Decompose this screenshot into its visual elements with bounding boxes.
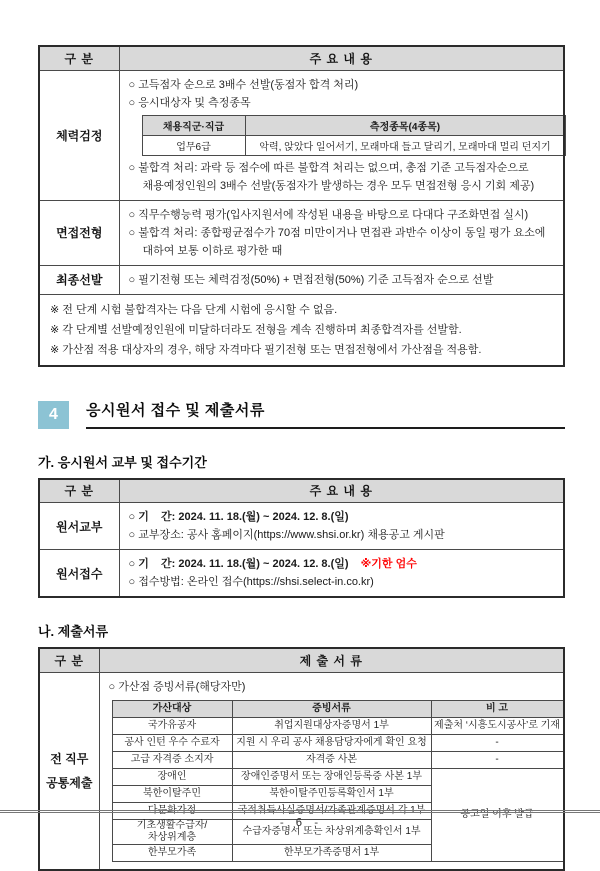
bonus-target: 장애인 bbox=[112, 768, 232, 785]
table-header-row bbox=[39, 648, 564, 672]
fitness-line-3: ○ 불합격 처리: 과락 등 점수에 따른 불합격 처리는 없으며, 총점 기준 고득점자순으로 채용예정인원의 3배수 선발(동점자가 발생하는 경우 모두 면접전형 응시 기회 제공) bbox=[128, 161, 535, 192]
fitness-events-header-row bbox=[142, 115, 565, 135]
submission-documents-table bbox=[38, 647, 565, 871]
table-row-form-issue bbox=[39, 503, 564, 550]
bonus-row-license bbox=[112, 751, 563, 768]
common-submission-label-line1: 전 직무 bbox=[50, 751, 89, 766]
row-label-final-selection: 최종선발 bbox=[39, 265, 119, 294]
bonus-table-header-row bbox=[112, 700, 563, 717]
column-header-documents: 제 출 서 류 bbox=[99, 648, 564, 672]
section-number-badge: 4 bbox=[38, 401, 69, 429]
bonus-row-disabled bbox=[112, 768, 563, 785]
bonus-document: 자격증 사본 bbox=[232, 751, 431, 768]
column-header-category: 구 분 bbox=[39, 46, 119, 70]
section-title: 응시원서 접수 및 제출서류 bbox=[86, 401, 265, 419]
common-submission-content bbox=[99, 672, 564, 870]
interview-line-2: ○ 불합격 처리: 종합평균점수가 70점 미만이거나 면접관 과반수 이상이 동일 평가 요소에 대하여 보통 이하로 평가한 때 bbox=[128, 226, 549, 257]
fitness-line-2: ○ 응시대상자 및 측정종목 bbox=[128, 96, 251, 109]
row-label-form-receipt: 원서접수 bbox=[39, 550, 119, 598]
table-row-common-submission bbox=[39, 672, 564, 870]
table-row-form-receipt bbox=[39, 550, 564, 598]
table-header-row bbox=[39, 479, 564, 503]
form-receipt-method: ○ 접수방법: 온라인 접수(https://shsi.select-in.co.kr) bbox=[128, 576, 374, 588]
interview-line-1: ○ 직무수행능력 평가(입사지원서에 작성된 내용을 바탕으로 다대다 구조화면접 실시) bbox=[128, 208, 529, 221]
bonus-target: 한부모가족 bbox=[112, 844, 232, 861]
row-label-form-issue: 원서교부 bbox=[39, 503, 119, 550]
bonus-target: 고급 자격증 소지자 bbox=[112, 751, 232, 768]
bonus-remark: - bbox=[431, 751, 563, 768]
bonus-row-veteran bbox=[112, 717, 563, 734]
section-4-header bbox=[38, 398, 565, 429]
bonus-document: 지원 시 우리 공사 채용담당자에게 확인 요청 bbox=[232, 734, 431, 751]
interview-content bbox=[119, 200, 564, 265]
bonus-documents-table bbox=[112, 700, 564, 862]
notes-cell bbox=[39, 294, 564, 366]
bonus-remark: 제출처 ‘시흥도시공사’로 기재 bbox=[431, 717, 563, 734]
table-row-fitness bbox=[39, 70, 564, 200]
bonus-target: 공사 인턴 우수 수료자 bbox=[112, 734, 232, 751]
form-issue-place: ○ 교부장소: 공사 홈페이지(https://www.shsi.or.kr) 채용공고 게시판 bbox=[128, 529, 445, 541]
column-header-category: 구 분 bbox=[39, 479, 119, 503]
row-label-interview: 면접전형 bbox=[39, 200, 119, 265]
bonus-document: 한부모가족증명서 1부 bbox=[232, 844, 431, 861]
bonus-target: 기초생활수급자/차상위계층 bbox=[112, 819, 232, 844]
events-header-events: 측정종목(4종목) bbox=[245, 115, 565, 135]
table-row-notes bbox=[39, 294, 564, 366]
bonus-remark: - bbox=[431, 734, 563, 751]
fitness-line-1: ○ 고득점자 순으로 3배수 선발(동점자 합격 처리) bbox=[128, 78, 359, 91]
form-receipt-period-line bbox=[129, 555, 556, 573]
row-label-fitness-test: 체력검정 bbox=[39, 70, 119, 200]
selection-process-table bbox=[38, 45, 565, 367]
application-period-table bbox=[38, 478, 565, 599]
form-receipt-period: ○ 기 간: 2024. 11. 18.(월) ~ 2024. 12. 8.(일) bbox=[128, 558, 349, 570]
table-row-interview bbox=[39, 200, 564, 265]
bonus-document: 취업지원대상자증명서 1부 bbox=[232, 717, 431, 734]
bonus-target: 국가유공자 bbox=[112, 717, 232, 734]
bonus-document: 장애인증명서 또는 장애인등록증 사본 1부 bbox=[232, 768, 431, 785]
bonus-points-intro: ○ 가산점 증빙서류(해당자만) bbox=[108, 680, 246, 693]
bonus-row-intern bbox=[112, 734, 563, 751]
form-issue-period: ○ 기 간: 2024. 11. 18.(월) ~ 2024. 12. 8.(일) bbox=[128, 511, 349, 523]
fitness-events-table bbox=[142, 115, 566, 156]
fitness-events-data-row bbox=[142, 135, 565, 155]
events-cell-events: 악력, 앉았다 일어서기, 모래마대 들고 달리기, 모래마대 멀리 던지기 bbox=[245, 135, 565, 155]
deadline-warning: ※기한 엄수 bbox=[360, 558, 417, 570]
bonus-header-target: 가산대상 bbox=[112, 700, 232, 717]
bonus-header-document: 증빙서류 bbox=[232, 700, 431, 717]
fitness-content bbox=[119, 70, 564, 200]
column-header-main-content: 주 요 내 용 bbox=[119, 479, 564, 503]
table-row-final-selection bbox=[39, 265, 564, 294]
events-cell-jobgroup: 업무6급 bbox=[142, 135, 245, 155]
bonus-header-remark: 비 고 bbox=[431, 700, 563, 717]
bonus-target: 다문화가정 bbox=[112, 802, 232, 819]
note-line-3: ※ 가산점 적용 대상자의 경우, 해당 자격마다 필기전형 또는 면접전형에서 가산점을 적용함. bbox=[50, 343, 482, 356]
bonus-document: 국적취득사실증명서/가족관계증명서 각 1부 bbox=[232, 802, 431, 819]
common-submission-label-line2: 공통제출 bbox=[46, 775, 93, 790]
form-issue-content bbox=[119, 503, 564, 550]
note-line-1: ※ 전 단계 시험 불합격자는 다음 단계 시험에 응시할 수 없음. bbox=[50, 303, 338, 316]
subsection-a-heading: 가. 응시원서 교부 및 접수기간 bbox=[38, 454, 207, 470]
page-number: - 6 - bbox=[278, 816, 322, 829]
subsection-b-heading: 나. 제출서류 bbox=[38, 624, 109, 639]
final-selection-content bbox=[119, 265, 564, 294]
events-header-jobgroup: 채용직군·직급 bbox=[142, 115, 245, 135]
bonus-remark-merged: 공고일 이후 발급 bbox=[431, 768, 563, 861]
table-header-row bbox=[39, 46, 564, 70]
column-header-main-content: 주 요 내 용 bbox=[119, 46, 564, 70]
footer-divider-line bbox=[0, 810, 600, 813]
section-title-underline bbox=[86, 399, 565, 429]
column-header-category: 구 분 bbox=[39, 648, 99, 672]
row-label-common-submission bbox=[39, 672, 99, 870]
final-selection-line: ○ 필기전형 또는 체력검정(50%) + 면접전형(50%) 기준 고득점자 순으로 선발 bbox=[128, 273, 494, 286]
bonus-document: 북한이탈주민등록확인서 1부 bbox=[232, 785, 431, 802]
note-line-2: ※ 각 단계별 선발예정인원에 미달하더라도 전형을 계속 진행하며 최종합격자를 선발함. bbox=[50, 323, 462, 336]
form-receipt-content bbox=[119, 550, 564, 598]
bonus-document: 수급자증명서 또는 차상위계층확인서 1부 bbox=[232, 819, 431, 844]
bonus-target: 북한이탈주민 bbox=[112, 785, 232, 802]
